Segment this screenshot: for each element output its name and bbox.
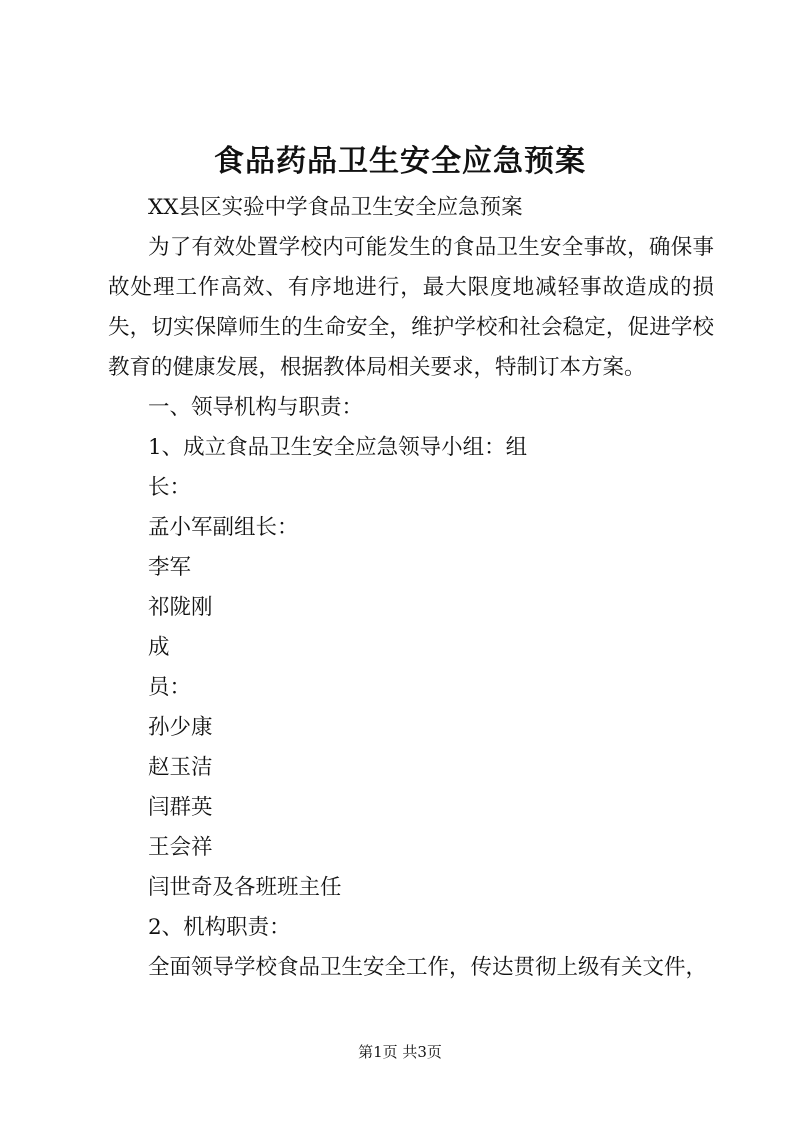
text-line: 长：	[148, 475, 192, 500]
list-item: 1、成立食品卫生安全应急领导小组：组	[148, 435, 528, 460]
text-line: 闫群英	[148, 795, 213, 820]
text-line: 成	[148, 635, 170, 660]
text-line: 王会祥	[148, 835, 213, 860]
section-heading: 一、领导机构与职责：	[148, 395, 364, 420]
text-line: 赵玉洁	[148, 755, 213, 780]
page-footer: 第1页 共3页	[358, 1043, 442, 1061]
text-line: 李军	[148, 555, 192, 580]
list-item: 2、机构职责：	[148, 915, 291, 940]
text-line: 祁陇刚	[148, 595, 213, 620]
document-title: 食品药品卫生安全应急预案	[214, 144, 586, 179]
subtitle: XX县区实验中学食品卫生安全应急预案	[148, 195, 523, 220]
text-line: 员：	[148, 675, 192, 700]
text-line: 全面领导学校食品卫生安全工作，传达贯彻上级有关文件，	[148, 955, 708, 980]
text-line: 闫世奇及各班班主任	[148, 875, 342, 900]
text-line: 孟小军副组长：	[148, 515, 299, 540]
intro-paragraph: 为了有效处置学校内可能发生的食品卫生安全事故，确保事故处理工作高效、有序地进行，最大限度地减轻事故造成的损失，切实保障师生的生命安全，维护学校和社会稳定，促进学校教育的健康发展，根据教体局相关要求，特制订本方案。	[108, 235, 714, 380]
text-line: 孙少康	[148, 715, 213, 740]
